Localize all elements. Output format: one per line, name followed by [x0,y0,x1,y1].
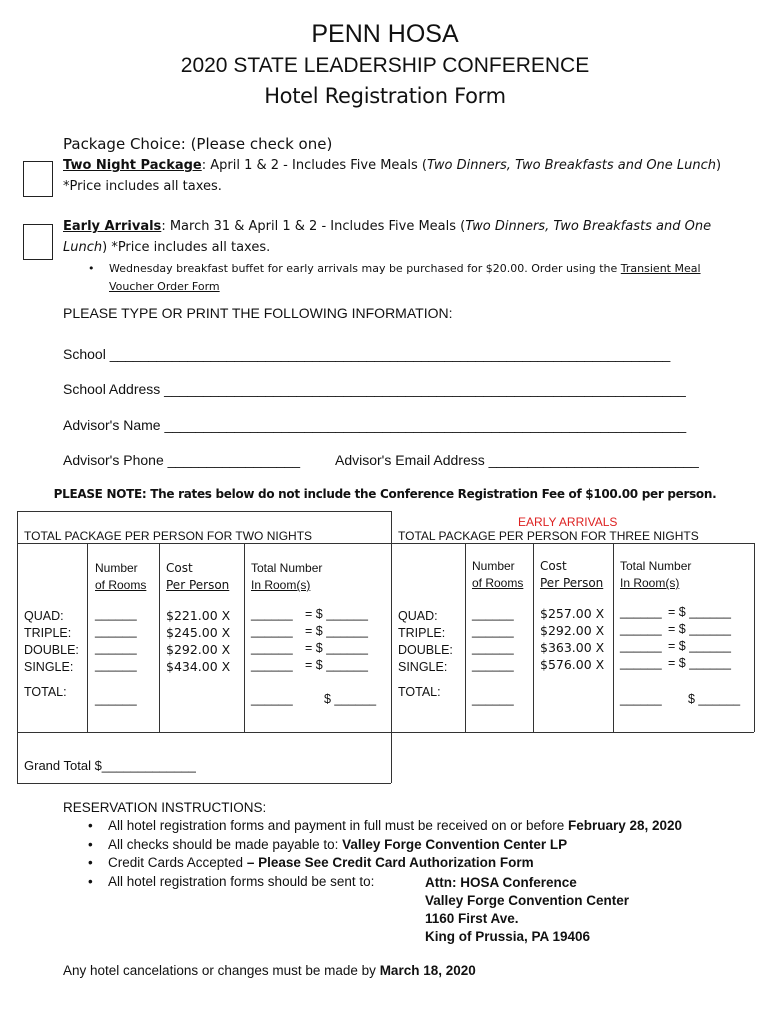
rooms-blank[interactable]: ______ [95,607,137,621]
left-amount-blanks [305,606,368,674]
col-total-line2: In Room(s) [251,578,311,592]
early-bullet-text [109,260,709,296]
left-rooms-blanks [95,606,137,674]
right-prices [540,605,604,673]
advisor-name-field[interactable]: Advisor's Name ___________________________________________________________________ [63,417,687,433]
col-divider-3 [244,543,245,732]
right-total-rooms[interactable]: ______ [472,692,514,706]
price: $292.00 X [540,623,605,638]
school-field[interactable]: School ________________________________________________________________________ [63,346,671,362]
room-type: SINGLE: [24,660,74,674]
early-desc: : March 31 & April 1 & 2 - Includes Five Meals ( [161,219,466,234]
two-night-checkbox[interactable] [23,161,53,197]
form-title: Hotel Registration Form [264,84,506,108]
bullet-dot: • [88,874,93,889]
price: $434.00 X [166,659,231,674]
two-night-close: ) [716,158,722,173]
col-total-line1: Total Number [620,559,692,573]
early-line [63,217,743,237]
early-name: Early Arrivals [63,219,162,234]
early-arrivals-checkbox[interactable] [23,224,53,260]
table-top-left [17,511,391,512]
right-table-title: TOTAL PACKAGE PER PERSON FOR THREE NIGHTS [398,529,699,543]
total-blank[interactable]: ______ [251,624,293,638]
conference-title: 2020 STATE LEADERSHIP CONFERENCE [180,54,590,77]
item4-text: All hotel registration forms should be sent to: [108,874,375,889]
left-col-total [251,560,322,594]
school-address-field[interactable]: School Address ___________________________________________________________________ [63,381,686,397]
address-line: Attn: HOSA Conference [425,875,577,890]
left-col-rooms [95,560,146,594]
right-col-cost [540,558,603,592]
address-line: Valley Forge Convention Center [425,893,630,908]
room-type: TRIPLE: [24,626,72,640]
right-room-types [398,608,453,676]
amount-blank[interactable]: = $ ______ [305,658,368,672]
room-type: QUAD: [24,609,64,623]
bullet-dot: • [88,837,93,852]
amount-blank[interactable]: = $ ______ [305,624,368,638]
early-arrivals-title: EARLY ARRIVALS [518,515,618,529]
price: $257.00 X [540,606,605,621]
table-header-line [17,543,754,544]
total-blank[interactable]: ______ [620,656,662,670]
advisor-phone-field[interactable]: Advisor's Phone _________________ [63,452,300,468]
address-line: 1160 First Ave. [425,911,519,926]
two-night-desc: : April 1 & 2 - Includes Five Meals ( [201,158,427,173]
rooms-blank[interactable]: ______ [472,658,514,672]
amount-blank[interactable]: = $ ______ [668,639,731,653]
table-grand-line [17,732,391,733]
package-heading: Package Choice: (Please check one) [63,135,333,153]
col-cost-line1: Cost [166,561,193,575]
advisor-email-field[interactable]: Advisor's Email Address ___________________________ [335,452,699,468]
two-night-meals: Two Dinners, Two Breakfasts and One Lunch [426,158,717,173]
right-total-amount[interactable]: $ ______ [688,692,741,706]
right-total-people[interactable]: ______ [620,692,662,706]
amount-blank[interactable]: = $ ______ [668,656,731,670]
early-bullet-body: Wednesday breakfast buffet for early arrivals may be purchased for $20.00. Order using the [109,262,621,275]
total-blank[interactable]: ______ [620,622,662,636]
right-rooms-blanks [472,606,514,674]
col-rooms-line2: of Rooms [95,578,147,592]
price: $221.00 X [166,608,231,623]
grand-total[interactable]: Grand Total $_____________ [24,758,196,773]
col-divider-6 [613,543,614,732]
mailing-address [425,874,629,946]
room-type: SINGLE: [398,660,448,674]
rooms-blank[interactable]: ______ [472,641,514,655]
info-heading: PLEASE TYPE OR PRINT THE FOLLOWING INFORMATION: [63,305,453,321]
bullet-dot: • [88,855,93,870]
left-total-label: TOTAL: [24,685,67,699]
payee-name: Valley Forge Convention Center LP [342,837,568,852]
col-divider-5 [533,543,534,732]
col-total-line1: Total Number [251,561,323,575]
price: $292.00 X [166,642,231,657]
reservation-heading: RESERVATION INSTRUCTIONS: [63,800,267,815]
col-cost-line1: Cost [540,559,567,573]
right-col-total [620,558,691,592]
col-divider-2 [159,543,160,732]
left-total-amount[interactable]: $ ______ [324,692,377,706]
left-col-cost [166,560,229,594]
two-night-name: Two Night Package [63,158,202,173]
room-type: DOUBLE: [398,643,453,657]
org-title: PENN HOSA [311,20,459,48]
right-total-blanks [620,604,662,672]
left-total-rooms[interactable]: ______ [95,692,137,706]
early-meals-b: Lunch [63,240,103,255]
table-left-border [17,511,18,783]
two-night-line [63,156,743,176]
left-table-title: TOTAL PACKAGE PER PERSON FOR TWO NIGHTS [24,529,313,543]
early-line-2 [63,238,743,258]
room-type: TRIPLE: [398,626,446,640]
transient-meal-link[interactable]: Transient Meal [620,262,701,275]
cancellation-note [63,963,476,978]
amount-blank[interactable]: = $ ______ [668,622,731,636]
col-cost-line2: Per Person [540,576,604,590]
room-type: QUAD: [398,609,438,623]
amount-blank[interactable]: = $ ______ [305,607,368,621]
table-bottom-line [17,783,391,784]
rooms-blank[interactable]: ______ [95,624,137,638]
cancel-date: March 18, 2020 [379,963,476,978]
two-night-price-note: *Price includes all taxes. [63,179,222,194]
right-total-label: TOTAL: [398,685,441,699]
table-right-bottom [391,732,754,733]
rooms-blank[interactable]: ______ [472,607,514,621]
bullet-dot: • [88,818,93,833]
rooms-blank[interactable]: ______ [472,624,514,638]
rates-note: PLEASE NOTE: The rates below do not include the Conference Registration Fee of $100.00 per person. [53,487,717,501]
col-divider-1 [87,543,88,732]
col-rooms-line1: Number [472,559,515,573]
price: $363.00 X [540,640,605,655]
item3-text: Credit Cards Accepted [108,855,247,870]
col-cost-line2: Per Person [166,578,230,592]
left-room-types [24,608,79,676]
rooms-blank[interactable]: ______ [95,641,137,655]
col-rooms-line2: of Rooms [472,576,524,590]
item1-text: All hotel registration forms and payment in full must be received on or before [108,818,568,833]
amount-blank[interactable]: = $ ______ [305,641,368,655]
early-meals-a: Two Dinners, Two Breakfasts and One [465,219,712,234]
left-total-blanks [251,606,293,674]
col-divider-4 [465,543,466,732]
address-line: King of Prussia, PA 19406 [425,929,591,944]
rooms-blank[interactable]: ______ [95,658,137,672]
total-blank[interactable]: ______ [251,641,293,655]
bullet-dot: • [88,262,95,275]
left-prices [166,607,230,675]
total-blank[interactable]: ______ [620,605,662,619]
deadline-date: February 28, 2020 [567,818,683,833]
credit-card-note: – Please See Credit Card Authorization Form [246,855,534,870]
right-amount-blanks [668,604,731,672]
early-close: ) *Price includes all taxes. [102,240,271,255]
price: $245.00 X [166,625,231,640]
voucher-form-link[interactable]: Voucher Order Form [109,280,220,293]
table-right-border [754,543,755,732]
price: $576.00 X [540,657,605,672]
total-blank[interactable]: ______ [251,658,293,672]
left-total-people[interactable]: ______ [251,692,293,706]
right-col-rooms [472,558,523,592]
total-blank[interactable]: ______ [251,607,293,621]
col-rooms-line1: Number [95,561,138,575]
total-blank[interactable]: ______ [620,639,662,653]
amount-blank[interactable]: = $ ______ [668,605,731,619]
cancel-text: Any hotel cancelations or changes must be made by [63,963,380,978]
item2-text: All checks should be made payable to: [108,837,343,852]
table-middle-border [391,511,392,783]
room-type: DOUBLE: [24,643,79,657]
col-total-line2: In Room(s) [620,576,680,590]
